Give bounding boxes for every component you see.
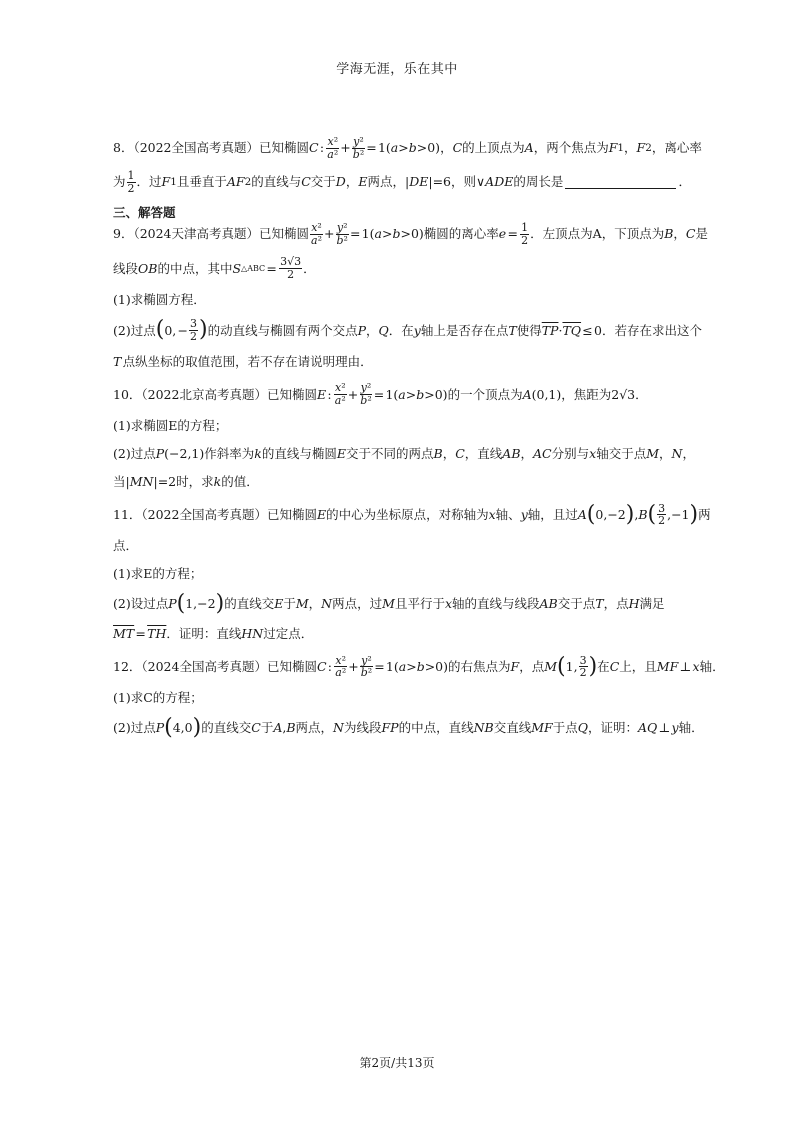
q12-line-1: 12．（2024全国高考真题）已知椭圆 C : $\frac{\text{x²}}{\text{a²}}$ + $\frac{\text{y²}}{\text{b²}}$ = 1( a > b >0) 的右焦点为 F ，点 M ( 1, $\frac{3}{2}$ ) 在 C 上，且 MF ⊥ x 轴． (113, 653, 725, 680)
q8-line-1: 8．（2022全国高考真题）已知椭圆 C : $\frac{\text{x²}}{\text{a²}}$ + $\frac{\text{y²}}{\text{b²}}$ = 1( a > b >0) ， C 的上顶点为 A ，两个焦点为 F 1 ， F 2 ，离心率 (113, 135, 702, 161)
fraction: $\frac{\text{y²}}{\text{b²}}$ (336, 221, 348, 247)
q12-part-2: (2)过点 P ( 4,0 ) 的直线交 C 于 A , B 两点， N 为线段 FP 的中点，直线 NB 交直线 MF 于点 Q ，证明： AQ ⊥ y 轴． (113, 714, 704, 740)
fraction: $\frac{\text{x²}}{\text{a²}}$ (327, 135, 339, 161)
q9-line-2: 线段 OB 的中点，其中 S △ABC = $\frac{3√3}{2}$ ． (113, 255, 316, 281)
fraction: $\frac{\text{x²}}{\text{a²}}$ (334, 381, 346, 408)
fraction: $\frac{\text{x²}}{\text{a²}}$ (311, 221, 322, 247)
q11-part-2-cont: $\overline{MT}$ = $\overline{TH}$ ．证明：直线 HN 过定点． (113, 625, 314, 641)
answer-blank[interactable] (565, 176, 676, 189)
page-footer: 第2页/共13页 (359, 1056, 435, 1070)
q10-part-2-cont: 当 | MN |=2 时，求 k 的值． (113, 473, 259, 489)
document-body (113, 135, 725, 740)
fraction: $\frac{3}{2}$ (189, 317, 197, 343)
fraction: $\frac{1}{2}$ (521, 221, 529, 247)
q11-line-2: 点． (113, 537, 139, 553)
q9-part-2: (2)过点 ( 0, − $\frac{3}{2}$ ) 的动直线与椭圆有两个交点 P ， Q ．在 y 轴上是否存在点 T 使得 $\overline{TP}$ · $\overline{TQ}$ ≤ 0 ．若存在求出这个 (113, 317, 702, 343)
q11-line-1: 11．（2022全国高考真题）已知椭圆 E 的中心为坐标原点，对称轴为 x 轴、 y 轴，且过 A ( 0,−2 ) , B ( $\frac{3}{2}$ ,−1 ) 两 (113, 501, 711, 528)
fraction: $\frac{3}{2}$ (658, 501, 666, 528)
q9-part-2-cont: T 点纵坐标的取值范围，若不存在请说明理由． (113, 353, 373, 369)
q8-line-2: 为 $\frac{1}{2}$ ．过 F 1 且垂直于 AF 2 的直线与 C 交于 D ， E 两点， | DE |=6 ，则 ∨ ADE 的周长是 ． (113, 169, 691, 195)
section-heading: 三、解答题 (113, 205, 176, 221)
fraction: $\frac{\text{y²}}{\text{b²}}$ (360, 653, 373, 680)
q10-part-2: (2)过点 P (−2,1) 作斜率为 k 的直线与椭圆 E 交于不同的两点 B ， C ，直线 AB ， AC 分别与 x 轴交于点 M ， N ， (113, 445, 695, 461)
q9-line-1: 9．（2024天津高考真题）已知椭圆 $\frac{\text{x²}}{\text{a²}}$ + $\frac{\text{y²}}{\text{b²}}$ = 1( a > b >0) 椭圆的离心率 e = $\frac{1}{2}$ ．左顶点为A，下顶点为 B ， C 是 (113, 221, 708, 247)
fraction: $\frac{3√3}{2}$ (280, 255, 302, 281)
q9-part-1: (1)求椭圆方程． (113, 291, 206, 307)
fraction: $\frac{1}{2}$ (127, 169, 135, 195)
page-header: 学海无涯，乐在其中 (336, 62, 458, 77)
q10-line-1: 10．（2022北京高考真题）已知椭圆 E : $\frac{\text{x²}}{\text{a²}}$ + $\frac{\text{y²}}{\text{b²}}$ = 1( a > b >0) 的一个顶点为 A (0,1) ，焦距为 2√3 ． (113, 381, 648, 408)
q12-part-1: (1)求C的方程； (113, 690, 203, 705)
fraction: $\frac{\text{x²}}{\text{a²}}$ (335, 653, 347, 680)
q10-part-1: (1)求椭圆E的方程； (113, 417, 228, 433)
fraction: $\frac{3}{2}$ (579, 653, 587, 680)
fraction: $\frac{\text{y²}}{\text{b²}}$ (352, 135, 365, 161)
q11-part-2: (2)设过点 P ( 1,−2 ) 的直线交 E 于 M ， N 两点，过 M 且平行于 x 轴的直线与线段 AB 交于点 T ，点 H 满足 (113, 590, 665, 616)
fraction: $\frac{\text{y²}}{\text{b²}}$ (360, 381, 372, 408)
q11-part-1: (1)求E的方程； (113, 565, 203, 581)
